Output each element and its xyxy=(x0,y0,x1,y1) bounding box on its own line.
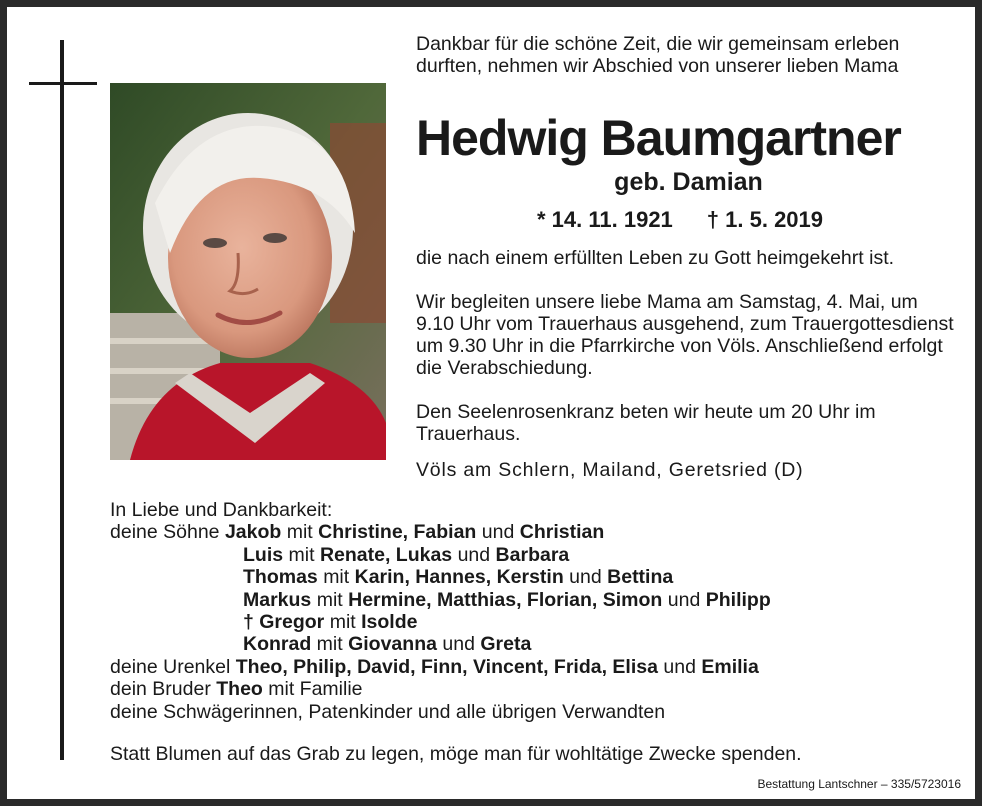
heimgekehrt-text: die nach einem erfüllten Leben zu Gott heimgekehrt ist. xyxy=(416,247,895,269)
obituary-notice xyxy=(7,7,975,799)
and-word: und xyxy=(481,521,515,544)
son-name: Jakob xyxy=(224,521,282,544)
deceased-name: Hedwig Baumgartner xyxy=(416,110,901,166)
closing-text: Statt Blumen auf das Grab zu legen, möge man für wohltätige Zwecke spenden. xyxy=(110,743,802,765)
and-word: und xyxy=(457,543,491,566)
son-row xyxy=(110,544,771,566)
son-row xyxy=(110,611,771,633)
with-word: mit xyxy=(323,566,350,589)
son-name: Luis xyxy=(243,543,284,566)
life-dates xyxy=(537,207,823,233)
greatgrand-last: Emilia xyxy=(701,655,759,678)
and-word: und xyxy=(569,566,602,589)
son-family-last: Bettina xyxy=(607,566,674,589)
funeral-text: Wir begleiten unsere liebe Mama am Samstag, 4. Mai, um 9.10 Uhr vom Trauerhaus ausgehend, zum Trauergottesdienst um 9.30 Uhr in die Pfarrkirche von Völs. Anschließend erfolgt die Verabschiedung. xyxy=(416,291,954,379)
with-word: mit xyxy=(286,521,313,544)
brother-label: dein Bruder xyxy=(110,678,211,701)
with-word: mit xyxy=(329,610,356,633)
son-family: Isolde xyxy=(361,610,418,633)
family-list xyxy=(110,499,771,723)
death-date: † 1. 5. 2019 xyxy=(706,207,824,232)
brother-name: Theo xyxy=(216,678,263,701)
funeral-home-footer: Bestattung Lantschner – 335/5723016 xyxy=(757,777,961,791)
rosary-text: Den Seelenrosenkranz beten wir heute um 20 Uhr im Trauerhaus. xyxy=(416,401,876,445)
maiden-name: geb. Damian xyxy=(614,168,763,196)
and-word: und xyxy=(663,655,696,678)
son-name: Thomas xyxy=(243,566,318,589)
son-row xyxy=(110,521,771,543)
with-word: mit xyxy=(316,633,343,656)
son-family-last: Barbara xyxy=(495,543,570,566)
son-family-last: Philipp xyxy=(705,588,771,611)
son-family-last: Christian xyxy=(519,521,605,544)
son-row xyxy=(110,633,771,655)
son-name: † Gregor xyxy=(243,610,325,633)
and-word: und xyxy=(442,633,475,656)
son-family-last: Greta xyxy=(480,633,532,656)
greatgrandchildren-row xyxy=(110,656,771,678)
sons-label: deine Söhne xyxy=(110,521,220,544)
birth-date: * 14. 11. 1921 xyxy=(537,207,673,232)
son-name: Konrad xyxy=(243,633,312,656)
son-family: Renate, Lukas xyxy=(319,543,453,566)
with-word: mit xyxy=(316,588,343,611)
places-text: Völs am Schlern, Mailand, Geretsried (D) xyxy=(416,459,804,481)
portrait-photo xyxy=(110,83,386,460)
son-name: Markus xyxy=(243,588,312,611)
cross-icon xyxy=(60,40,64,760)
intro-text: Dankbar für die schöne Zeit, die wir gemeinsam erleben durften, nehmen wir Abschied von unserer lieben Mama xyxy=(416,33,900,77)
son-row xyxy=(110,589,771,611)
cross-icon-bar xyxy=(29,82,97,85)
son-family: Karin, Hannes, Kerstin xyxy=(354,566,564,589)
greatgrand-label: deine Urenkel xyxy=(110,655,231,678)
brother-suffix: mit Familie xyxy=(268,678,363,701)
son-family: Christine, Fabian xyxy=(318,521,477,544)
son-row xyxy=(110,566,771,588)
brother-row xyxy=(110,678,771,700)
and-word: und xyxy=(667,588,701,611)
son-family: Hermine, Matthias, Florian, Simon xyxy=(348,588,663,611)
greatgrand-names: Theo, Philip, David, Finn, Vincent, Frida, Elisa xyxy=(235,655,658,678)
with-word: mit xyxy=(288,543,315,566)
son-family: Giovanna xyxy=(348,633,437,656)
others-row: deine Schwägerinnen, Patenkinder und alle übrigen Verwandten xyxy=(110,700,666,723)
family-heading: In Liebe und Dankbarkeit: xyxy=(110,499,333,521)
